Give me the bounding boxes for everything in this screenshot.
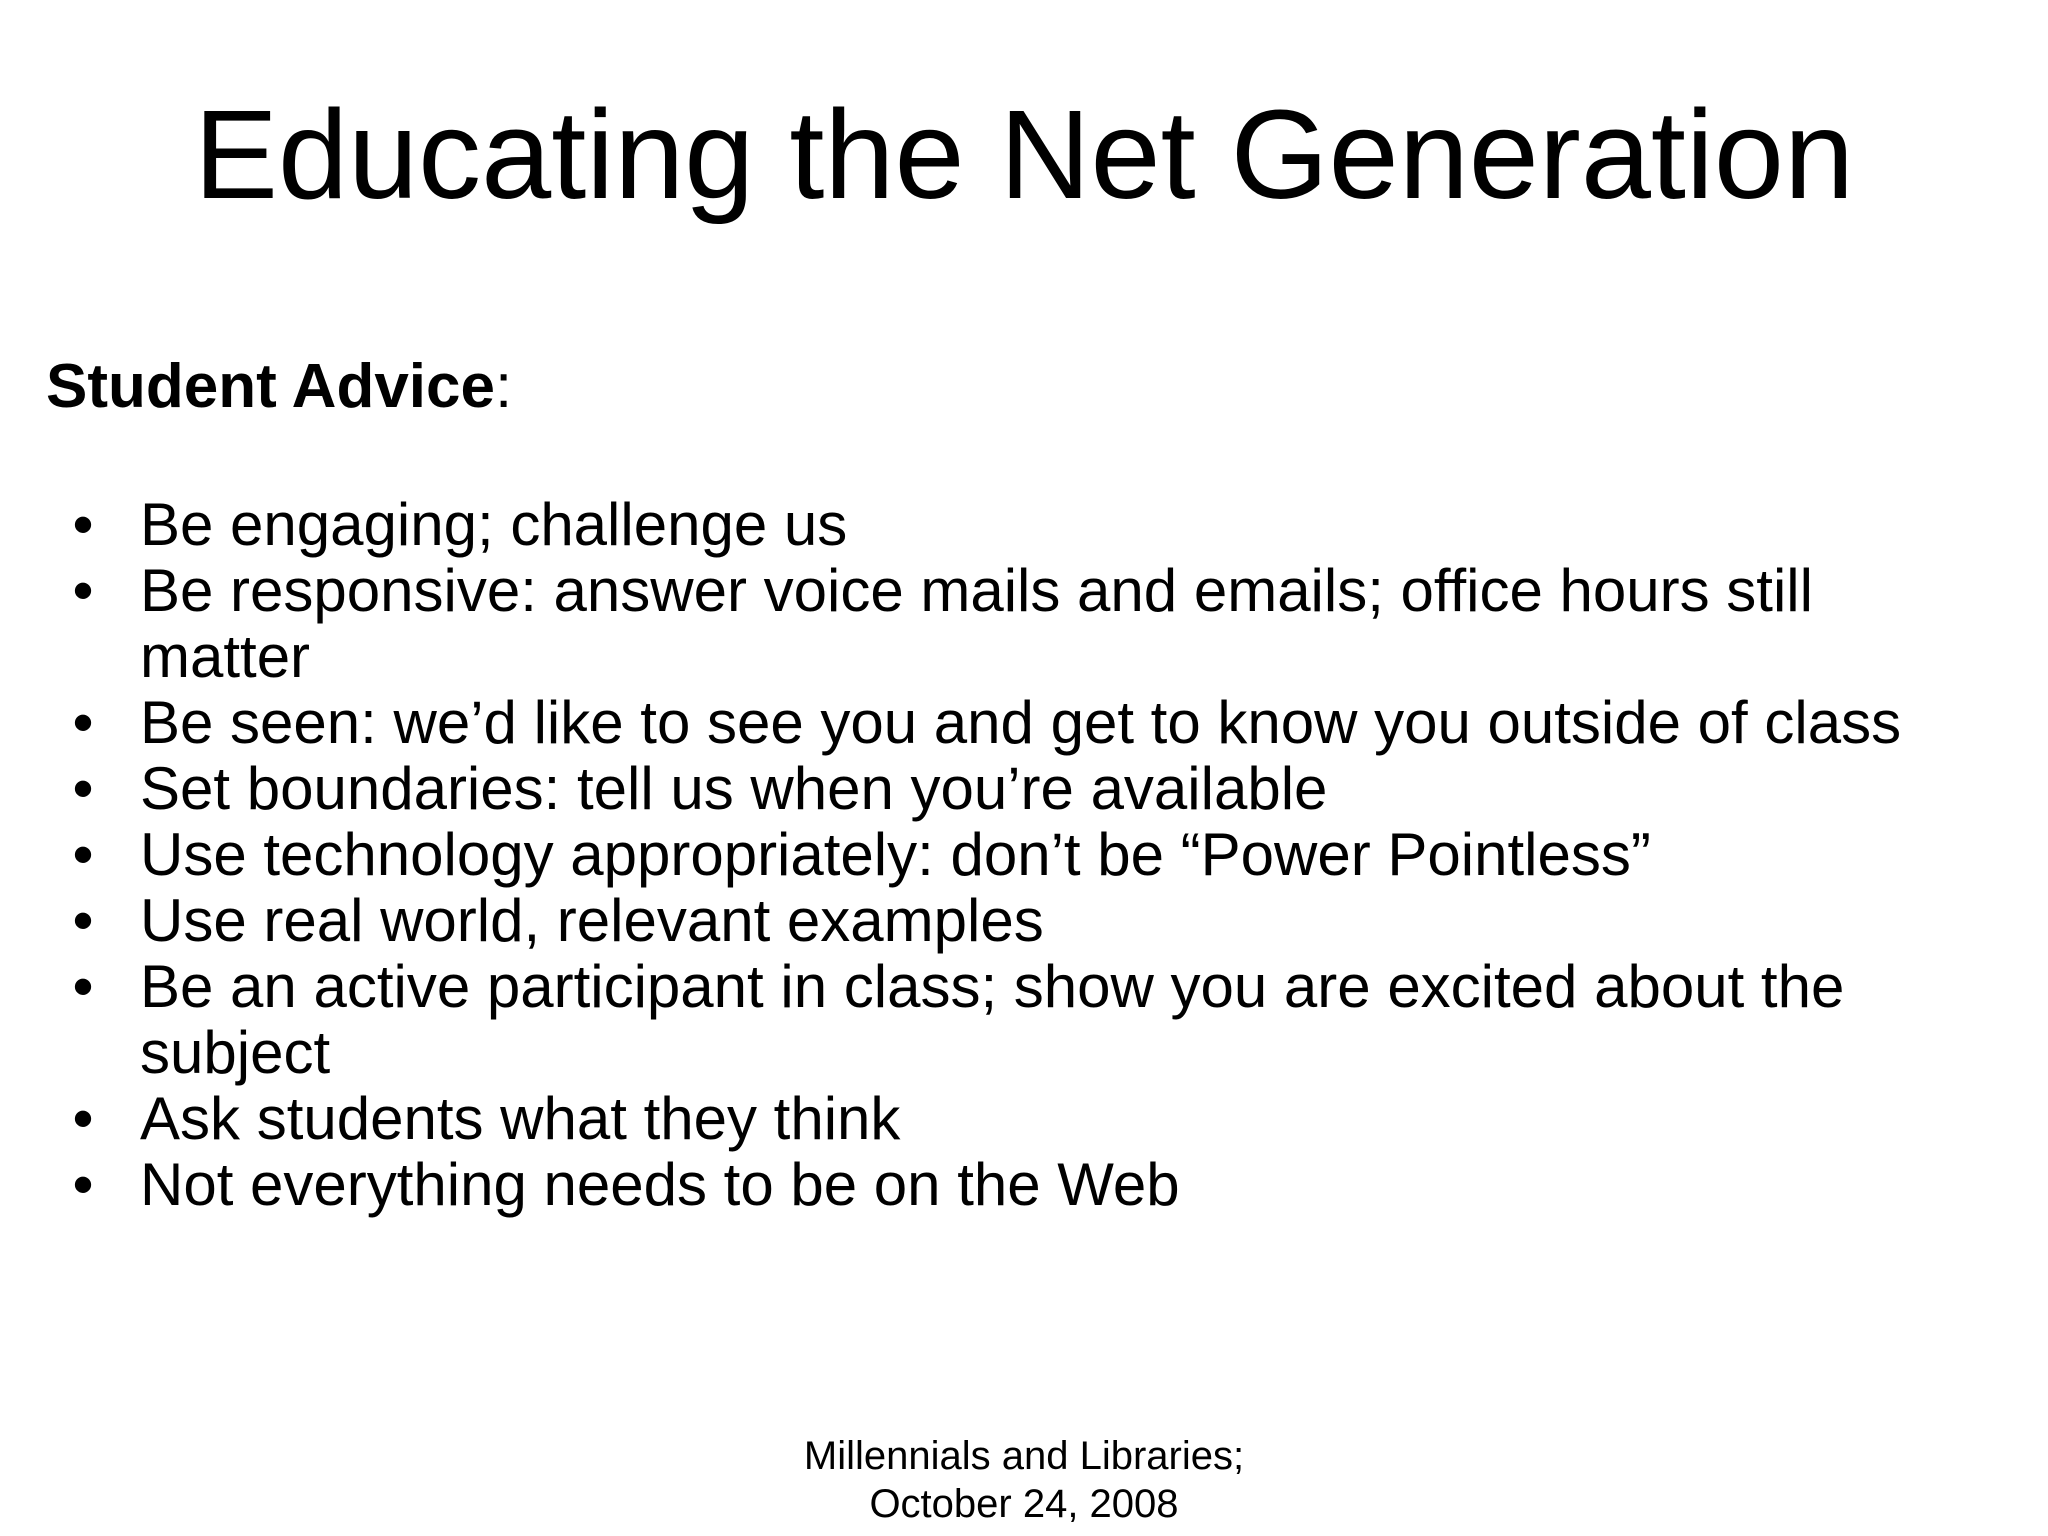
bullet-item bbox=[0, 1152, 1920, 1218]
bullet-text: Use technology appropriately: don’t be “Power Pointless” bbox=[140, 821, 1651, 888]
bullet-item bbox=[0, 492, 1920, 558]
bullet-text: Use real world, relevant examples bbox=[140, 887, 1044, 954]
subheading-colon: : bbox=[495, 352, 513, 421]
bullet-item bbox=[0, 954, 1920, 1086]
footer-date: October 24, 2008 bbox=[869, 1482, 1179, 1526]
bullet-item bbox=[0, 756, 1920, 822]
bullet-text: Not everything needs to be on the Web bbox=[140, 1151, 1180, 1218]
bullet-text: Be an active participant in class; show you are excited about the subject bbox=[140, 953, 1845, 1086]
bullet-text: Ask students what they think bbox=[140, 1085, 901, 1152]
subheading bbox=[46, 350, 512, 424]
bullet-text: Be engaging; challenge us bbox=[140, 491, 848, 558]
bullet-list bbox=[0, 492, 1920, 1218]
bullet-dot-icon: • bbox=[72, 821, 94, 888]
footer-event: Millennials and Libraries; bbox=[803, 1434, 1245, 1478]
bullet-text: Be seen: we’d like to see you and get to know you outside of class bbox=[140, 689, 1902, 756]
slide-footer bbox=[0, 1432, 2048, 1528]
bullet-item bbox=[0, 690, 1920, 756]
bullet-dot-icon: • bbox=[72, 755, 94, 822]
subheading-label: Student Advice bbox=[46, 352, 495, 421]
bullet-item bbox=[0, 822, 1920, 888]
bullet-text: Set boundaries: tell us when you’re available bbox=[140, 755, 1328, 822]
bullet-dot-icon: • bbox=[72, 557, 94, 624]
bullet-dot-icon: • bbox=[72, 1151, 94, 1218]
bullet-item bbox=[0, 558, 1920, 690]
slide-title: Educating the Net Generation bbox=[193, 84, 1855, 225]
bullet-item bbox=[0, 1086, 1920, 1152]
bullet-dot-icon: • bbox=[72, 1085, 94, 1152]
bullet-dot-icon: • bbox=[72, 887, 94, 954]
bullet-item bbox=[0, 888, 1920, 954]
bullet-text: Be responsive: answer voice mails and emails; office hours still matter bbox=[140, 557, 1813, 690]
bullet-dot-icon: • bbox=[72, 689, 94, 756]
bullet-dot-icon: • bbox=[72, 953, 94, 1020]
bullet-dot-icon: • bbox=[72, 491, 94, 558]
